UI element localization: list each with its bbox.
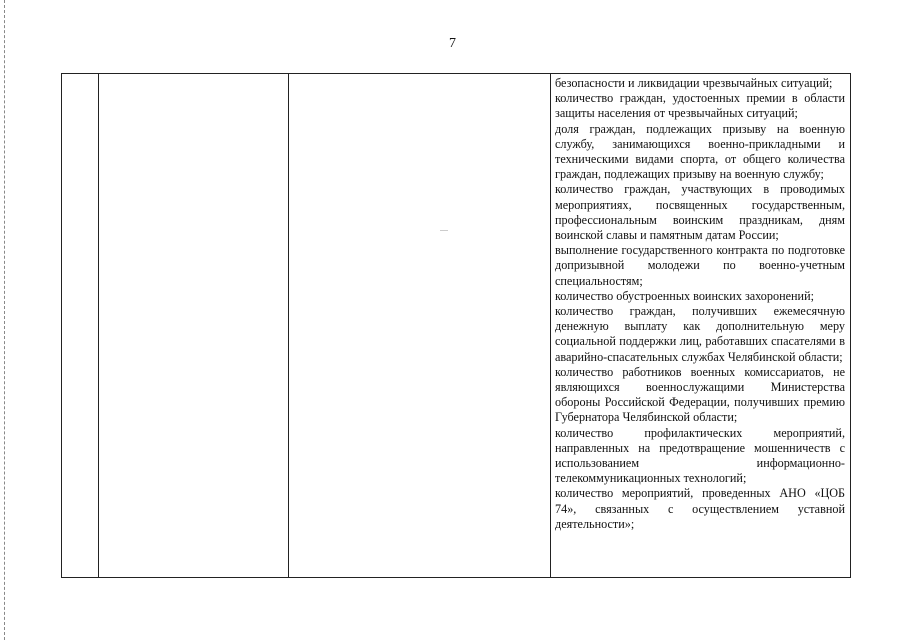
document-table — [61, 73, 851, 578]
indicator-entry: безопасности и ликвидации чрезвычайных ситуаций; — [555, 76, 833, 90]
indicator-entry: выполнение государственного контракта по подготовке допризывной молодежи по военно-учетным специальностям; — [555, 243, 845, 288]
indicator-entry: количество мероприятий, проведенных АНО «ЦОБ 74», связанных с осуществлением уставной деятельности»; — [555, 486, 845, 531]
column-divider-2 — [288, 74, 289, 577]
indicator-entry: количество профилактических мероприятий, направленных на предотвращение мошенничеств с использованием информационно-телекоммуникационных технологий; — [555, 425, 845, 486]
page-number: 7 — [449, 36, 456, 51]
indicator-entry: количество граждан, получивших ежемесячную денежную выплату как дополнительную меру социальной поддержки лиц, работавших спасателями в аварийно-спасательных службах Челябинской области; — [555, 304, 845, 364]
indicator-entry: количество работников военных комиссариатов, не являющихся военнослужащими Министерства обороны Российской Федерации, получивших премию Губернатора Челябинской области; — [555, 364, 845, 425]
column-divider-1 — [98, 74, 99, 577]
indicators-cell — [555, 76, 845, 532]
indicator-entry: количество обустроенных воинских захоронений; — [555, 288, 814, 303]
page-edge-line — [4, 0, 5, 640]
column-divider-3 — [550, 74, 551, 577]
indicator-entry: доля граждан, подлежащих призыву на военную службу, занимающихся военно-прикладными и техническими видами спорта, от общего количества граждан, подлежащих призыву на военную службу; — [555, 121, 845, 182]
scan-artifact-mark — [440, 230, 448, 231]
indicator-entry: количество граждан, удостоенных премии в области защиты населения от чрезвычайных ситуаций; — [555, 91, 845, 121]
indicator-entry: количество граждан, участвующих в проводимых мероприятиях, посвященных государственным, профессиональным воинским праздникам, дням воинской славы и памятным датам России; — [555, 182, 845, 243]
